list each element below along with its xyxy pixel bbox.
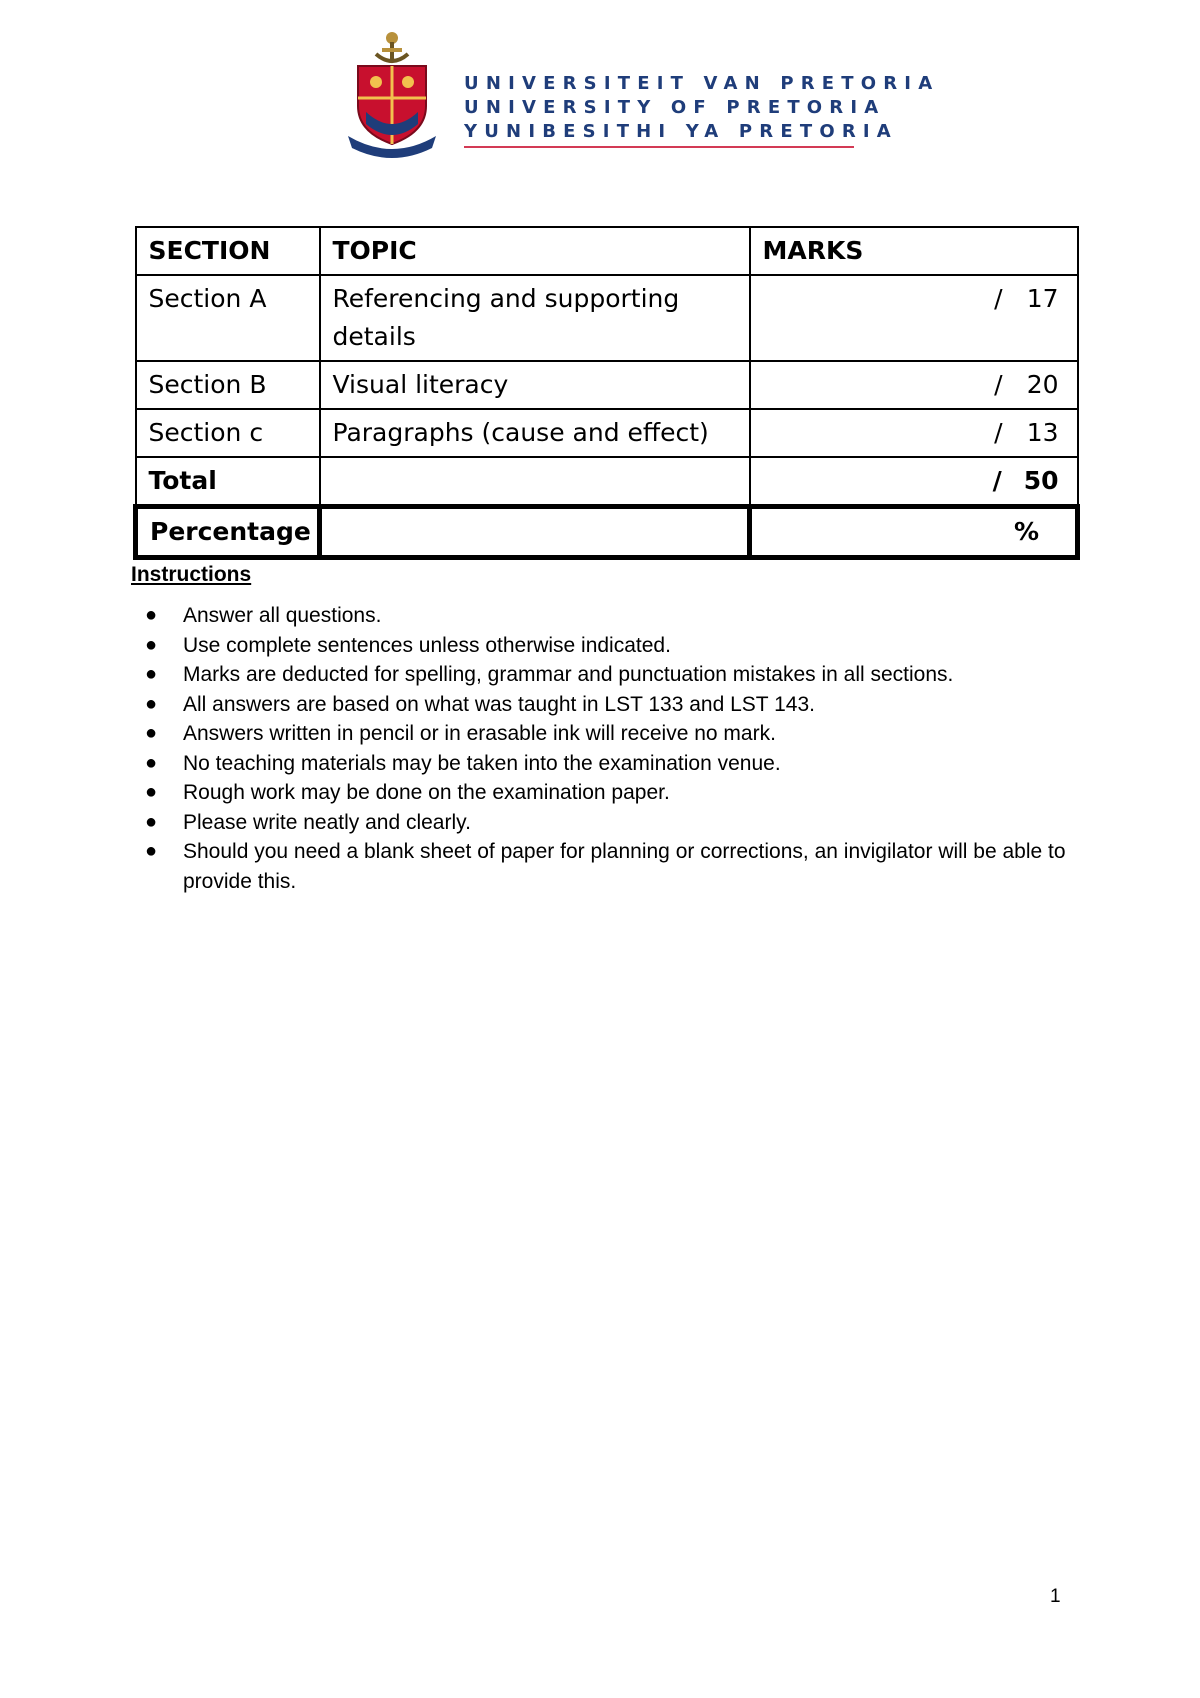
section-cell: Section c	[136, 409, 320, 457]
percentage-blank-cell	[320, 507, 750, 558]
list-item	[131, 660, 1091, 690]
instructions-section	[131, 563, 1091, 896]
bullet-icon: ●	[145, 751, 158, 774]
page-number: 1	[1050, 1586, 1061, 1607]
logo-line-sepedi: YUNIBESITHI YA PRETORIA	[464, 121, 898, 142]
table-row	[136, 275, 1078, 361]
table-header-row	[136, 227, 1078, 275]
list-item	[131, 601, 1091, 631]
percentage-value-cell	[750, 507, 1078, 558]
instruction-text: Use complete sentences unless otherwise indicated.	[183, 633, 671, 657]
total-label: Total	[136, 457, 320, 507]
bullet-icon: ●	[145, 692, 158, 715]
marks-value: 17	[1026, 284, 1059, 313]
instruction-text: Answers written in pencil or in erasable ink will receive no mark.	[183, 722, 776, 745]
bullet-icon: ●	[145, 722, 158, 744]
percentage-label: Percentage	[136, 507, 320, 558]
university-crest-icon	[346, 28, 438, 158]
instruction-text: Please write neatly and clearly.	[183, 810, 471, 834]
instruction-text: No teaching materials may be taken into the examination venue.	[183, 751, 781, 775]
bullet-icon: ●	[145, 663, 158, 685]
topic-cell: Paragraphs (cause and effect)	[320, 409, 750, 457]
university-wordmark	[464, 72, 939, 148]
bullet-icon: ●	[145, 604, 158, 626]
header-marks: MARKS	[750, 227, 1078, 275]
instructions-list	[131, 601, 1091, 896]
total-topic-cell	[320, 457, 750, 507]
table-row	[136, 409, 1078, 457]
marks-slash: /	[992, 466, 1002, 495]
logo-line-english: UNIVERSITY OF PRETORIA	[464, 97, 886, 118]
marks-cell	[750, 275, 1078, 361]
list-item	[131, 631, 1091, 661]
bullet-icon: ●	[145, 633, 158, 656]
table-row	[136, 361, 1078, 409]
marks-slash: /	[994, 418, 1003, 447]
list-item	[131, 749, 1091, 779]
header-section: SECTION	[136, 227, 320, 275]
instructions-heading: Instructions	[131, 563, 252, 586]
instruction-text: All answers are based on what was taught in LST 133 and LST 143.	[183, 692, 815, 716]
list-item	[131, 690, 1091, 720]
instruction-text: Rough work may be done on the examination paper.	[183, 781, 670, 804]
section-cell: Section B	[136, 361, 320, 409]
marks-slash: /	[994, 370, 1003, 399]
marks-slash: /	[994, 284, 1003, 313]
marks-cell	[750, 361, 1078, 409]
percent-symbol: %	[1013, 517, 1039, 546]
list-item	[131, 837, 1091, 896]
header-topic: TOPIC	[320, 227, 750, 275]
marks-value: 20	[1026, 370, 1059, 399]
topic-cell: Visual literacy	[320, 361, 750, 409]
list-item	[131, 808, 1091, 838]
percentage-row	[136, 507, 1078, 558]
logo-line-afrikaans: UNIVERSITEIT VAN PRETORIA	[464, 73, 940, 94]
bullet-icon: ●	[145, 810, 158, 833]
topic-cell: Referencing and supporting details	[320, 275, 750, 361]
section-cell: Section A	[136, 275, 320, 361]
total-marks-cell	[750, 457, 1078, 507]
instruction-text: Should you need a blank sheet of paper for planning or corrections, an invigilator will be able to provide this.	[183, 840, 1066, 893]
total-marks-value: 50	[1023, 466, 1059, 495]
list-item	[131, 719, 1091, 749]
instruction-text: Marks are deducted for spelling, grammar and punctuation mistakes in all sections.	[183, 663, 954, 686]
marks-value: 13	[1026, 418, 1059, 447]
list-item	[131, 778, 1091, 808]
university-header	[346, 28, 940, 158]
instruction-text: Answer all questions.	[183, 604, 382, 627]
marks-table	[133, 226, 1080, 560]
logo-underline	[464, 146, 854, 148]
marks-cell	[750, 409, 1078, 457]
bullet-icon: ●	[145, 840, 158, 862]
bullet-icon: ●	[145, 781, 158, 803]
total-row	[136, 457, 1078, 507]
